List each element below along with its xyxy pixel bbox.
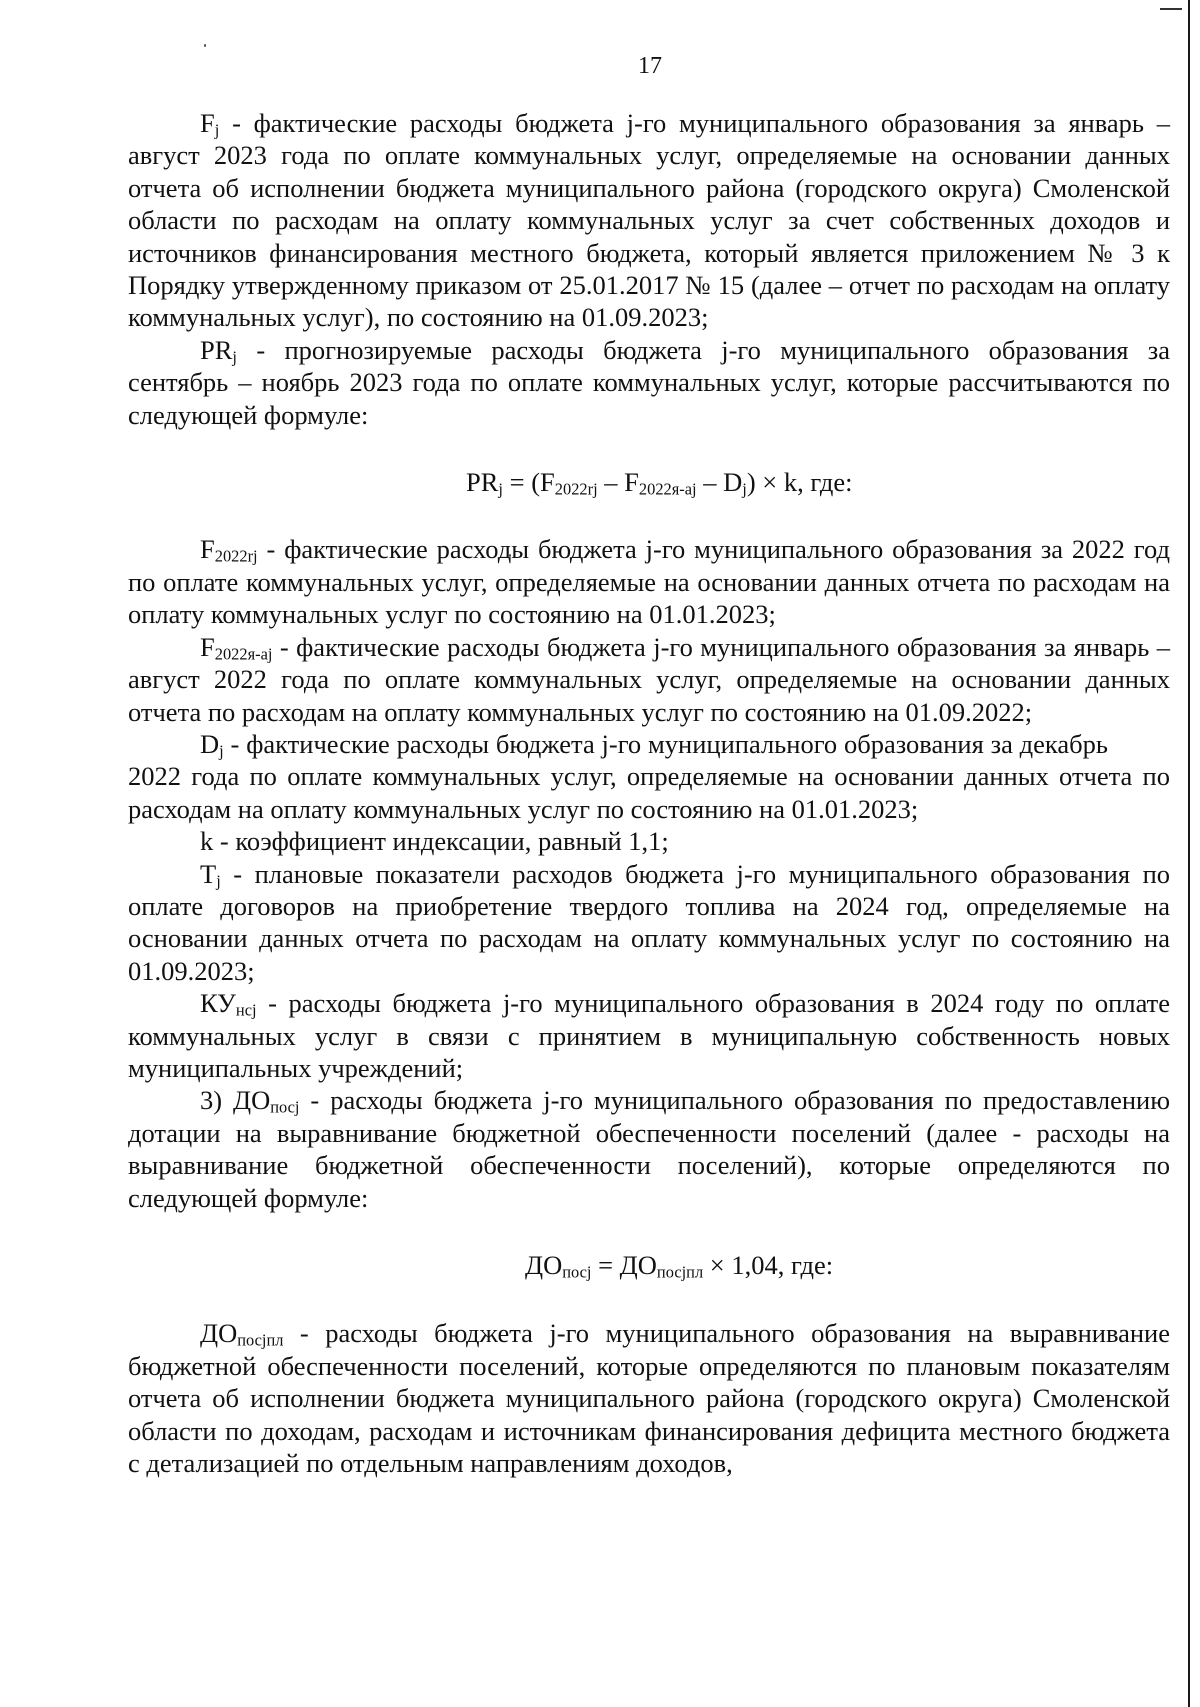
paragraph-text: - расходы бюджета j-го муниципального образования на выравнивание бюджетной обеспеченности поселений, которые определяются по плановым показателям отчета об исполнении бюджета муниципального района (городского округа) Смоленской области по доходам, расходам и источникам финансирования дефицита местного бюджета с детализацией по отдельным направлениям доходов,: [128, 1318, 1170, 1479]
symbol: F: [200, 631, 215, 662]
paragraph-f2022rj: [128, 533, 1170, 630]
paragraph-kunsj: [128, 987, 1170, 1084]
paragraph-text: - расходы бюджета j-го муниципального образования в 2024 году по оплате коммунальных услуг в связи с принятием в муниципальную собственность новых муниципальных учреждений;: [128, 988, 1170, 1083]
paragraph-text: 2022 года по оплате коммунальных услуг, определяемые на основании данных отчета по расходам на оплату коммунальных услуг по состоянию на 01.01.2023;: [128, 761, 1170, 824]
subscript: j: [219, 741, 224, 761]
paragraph-f2022ya-aj: [128, 631, 1170, 728]
subscript: j: [216, 871, 221, 891]
subscript: нсj: [235, 1000, 257, 1020]
formula-part: × 1,04, где:: [703, 1250, 834, 1280]
formula-part: = ДО: [591, 1250, 657, 1280]
paragraph-text: k - коэффициент индексации, равный 1,1;: [200, 826, 669, 857]
subscript: 2022rj: [554, 479, 598, 499]
formula-lhs: PR: [466, 467, 499, 498]
symbol: ДО: [233, 1085, 271, 1116]
symbol: D: [200, 728, 220, 759]
formula-part: – D: [696, 467, 743, 498]
subscript: 2022rj: [214, 547, 258, 567]
formula-part: – F: [597, 467, 639, 498]
subscript: посjпл: [656, 1262, 704, 1282]
symbol: F: [200, 534, 215, 565]
paragraph-doposj: [128, 1084, 1170, 1214]
paragraph-text: - фактические расходы бюджета j-го муниципального образования за декабрь: [223, 728, 1108, 759]
symbol: PR: [200, 334, 233, 365]
subscript: 2022я-aj: [638, 479, 697, 499]
paragraph-text: - прогнозируемые расходы бюджета j-го муниципального образования за сентябрь – ноябрь 2023 года по оплате коммунальных услуг, которые рассчитываются по следующей формуле:: [128, 334, 1170, 430]
paragraph-text: - фактические расходы бюджета j-го муниципального образования за январь – август 2023 года по оплате коммунальных услуг, определяемые на основании данных отчета об исполнении бюджета муниципального района (городского округа) Смоленской области по расходам на оплату коммунальных услуг за счет собственных доходов и источников финансирования местного бюджета, который является приложением № 3 к Порядку утвержденному приказом от 25.01.2017 № 15 (далее – отчет по расходам на оплату коммунальных услуг), по состоянию на 01.09.2023;: [128, 108, 1170, 333]
paragraph-fj: [128, 107, 1170, 334]
symbol: T: [200, 858, 217, 889]
paragraph-text: - фактические расходы бюджета j-го муниципального образования за январь – август 2022 года по оплате коммунальных услуг, определяемые на основании данных отчета по расходам на оплату коммунальных услуг по состоянию на 01.09.2022;: [128, 631, 1170, 727]
formula-prj: [466, 466, 1170, 498]
body-text: [128, 107, 1170, 1479]
paragraph-text: - фактические расходы бюджета j-го муниципального образования за 2022 год по оплате коммунальных услуг, определяемые на основании данных отчета по расходам на оплату коммунальных услуг по состоянию на 01.01.2023;: [128, 534, 1170, 630]
formula-part: = (F: [503, 467, 555, 498]
subscript: 2022я-aj: [214, 644, 273, 664]
paragraph-dj: [128, 728, 1170, 825]
subscript: посj: [270, 1097, 300, 1117]
paragraph-text: - плановые показатели расходов бюджета j-го муниципального образования по оплате договоров на приобретение твердого топлива на 2024 год, определяемые на основании данных отчета по расходам на оплату коммунальных услуг по состоянию на 01.09.2023;: [128, 858, 1170, 986]
symbol: КУ: [200, 988, 236, 1019]
paragraph-doposjpl: [128, 1317, 1170, 1479]
formula-doposj: [525, 1249, 1170, 1281]
paragraph-prj: [128, 334, 1170, 431]
subscript: j: [214, 120, 220, 140]
item-number: 3): [200, 1085, 234, 1116]
scan-edge-line: [1188, 0, 1190, 1707]
subscript: j: [498, 479, 503, 499]
scan-corner-mark: [1160, 8, 1182, 10]
scan-speck: [204, 44, 206, 47]
symbol: F: [200, 108, 215, 138]
subscript: j: [232, 347, 237, 367]
paragraph-text: - расходы бюджета j-го муниципального образования по предоставлению дотации на выравнивание бюджетной обеспеченности поселений (далее - расходы на выравнивание бюджетной обеспеченности поселений), которые определяются по следующей формуле:: [128, 1085, 1171, 1213]
formula-lhs: ДО: [525, 1250, 563, 1280]
paragraph-tj: [128, 858, 1170, 988]
symbol: ДО: [200, 1318, 238, 1349]
paragraph-k: [128, 825, 1170, 857]
formula-part: ) × k, где:: [746, 467, 853, 498]
page-number: 17: [638, 53, 662, 79]
subscript: посj: [562, 1262, 592, 1282]
subscript: j: [742, 479, 747, 499]
subscript: посjпл: [237, 1331, 284, 1351]
